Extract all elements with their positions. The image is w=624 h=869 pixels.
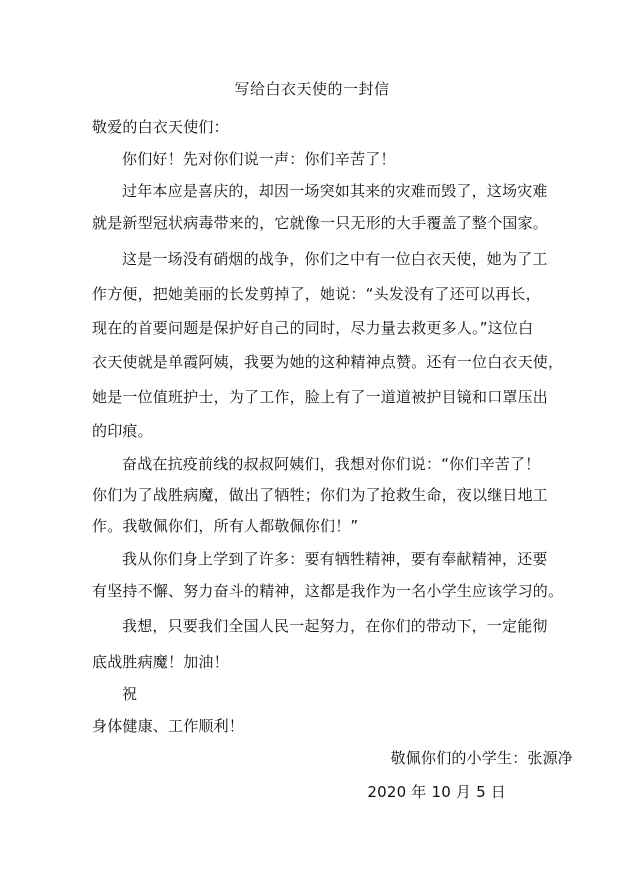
paragraph-line: 现在的首要问题是保护好自己的同时，尽力量去救更多人。”这位白 [92,319,534,337]
paragraph-line: 作方便，把她美丽的长发剪掉了，她说：“头发没有了还可以再长， [92,285,541,303]
paragraph-line: 作。我敬佩你们，所有人都敬佩你们！” [92,517,359,535]
letter-date: 2020 年 10 月 5 日 [367,783,506,801]
letter-title: 写给白衣天使的一封信 [234,80,390,98]
closing-wish: 祝 [122,685,138,703]
paragraph-line: 底战胜病魔！加油！ [92,653,229,671]
paragraph-line: 她是一位值班护士，为了工作，脸上有了一道道被护目镜和口罩压出 [92,388,549,406]
paragraph-line: 就是新型冠状病毒带来的，它就像一只无形的大手覆盖了整个国家。 [92,214,549,232]
paragraph-line: 我从你们身上学到了许多：要有牺牲精神，要有奉献精神，还要 [122,550,548,568]
paragraph-line: 你们为了战胜病魔，做出了牺牲；你们为了抢救生命，夜以继日地工 [92,486,549,504]
greeting-line: 你们好！先对你们说一声：你们辛苦了！ [122,150,396,168]
paragraph-line: 过年本应是喜庆的，却因一场突如其来的灾难而毁了，这场灾难 [122,182,548,200]
closing-wish-line: 身体健康、工作顺利！ [92,717,245,735]
paragraph-line: 衣天使就是单霞阿姨，我要为她的这种精神点赞。还有一位白衣天使， [92,353,564,371]
paragraph-line: 奋战在抗疫前线的叔叔阿姨们，我想对你们说：“你们辛苦了！ [122,455,541,473]
paragraph-line: 这是一场没有硝烟的战争，你们之中有一位白衣天使，她为了工 [122,250,548,268]
salutation: 敬爱的白衣天使们： [92,118,229,136]
paragraph-line: 有坚持不懈、努力奋斗的精神，这都是我作为一名小学生应该学习的。 [92,582,564,600]
signature: 敬佩你们的小学生：张源净 [390,749,573,767]
paragraph-line: 我想，只要我们全国人民一起努力，在你们的带动下，一定能彻 [122,617,548,635]
paragraph-line: 的印痕。 [92,422,153,440]
